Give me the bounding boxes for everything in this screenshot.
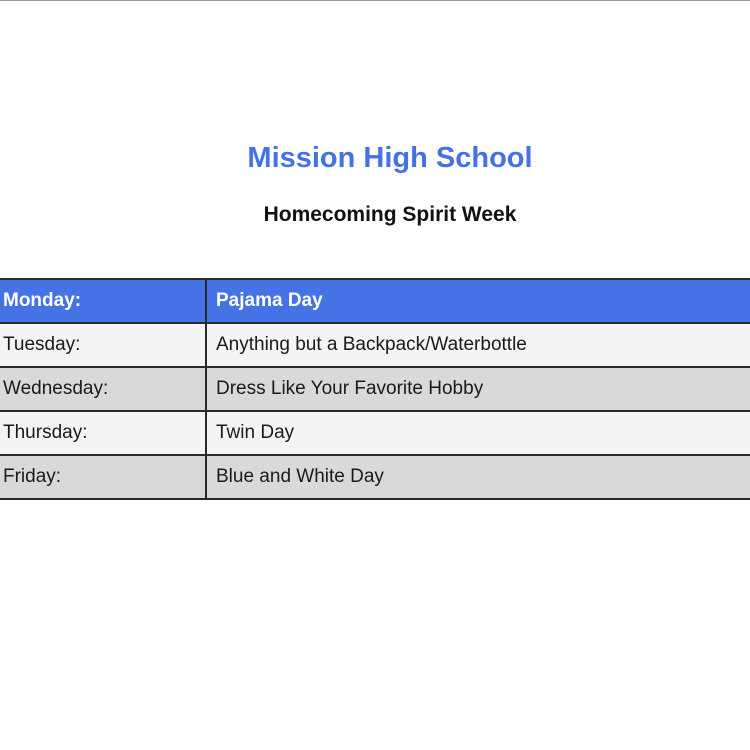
table-row-monday — [0, 279, 750, 323]
document-subtitle: Homecoming Spirit Week — [263, 203, 517, 226]
day-cell: Friday: — [0, 455, 206, 499]
theme-cell: Anything but a Backpack/Waterbottle — [206, 323, 750, 367]
day-cell: Monday: — [0, 279, 206, 323]
table-row-wednesday — [0, 367, 750, 411]
table-row-tuesday — [0, 323, 750, 367]
theme-cell: Pajama Day — [206, 279, 750, 323]
theme-cell: Dress Like Your Favorite Hobby — [206, 367, 750, 411]
day-cell: Wednesday: — [0, 367, 206, 411]
table-row-thursday — [0, 411, 750, 455]
theme-cell: Blue and White Day — [206, 455, 750, 499]
day-cell: Tuesday: — [0, 323, 206, 367]
table-row-friday — [0, 455, 750, 499]
document-title: Mission High School — [247, 142, 533, 174]
day-cell: Thursday: — [0, 411, 206, 455]
theme-cell: Twin Day — [206, 411, 750, 455]
spirit-week-table — [0, 278, 750, 500]
